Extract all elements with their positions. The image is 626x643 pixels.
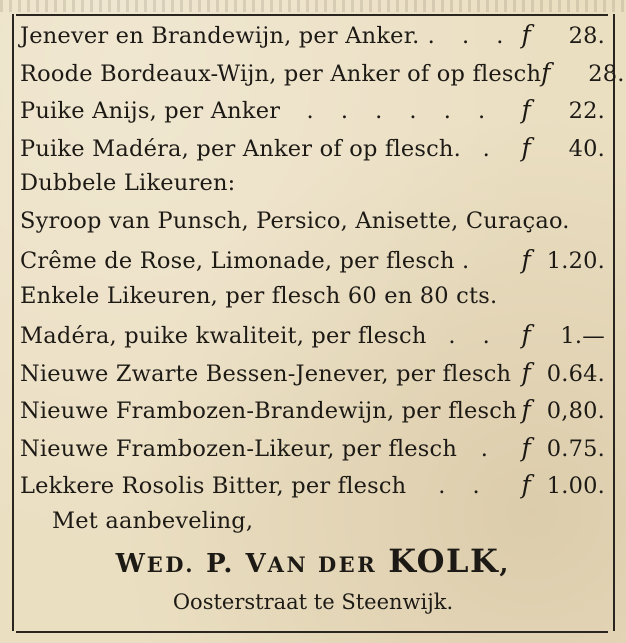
item-price: 1.20.	[546, 248, 605, 274]
closing-line	[20, 508, 605, 546]
item-description: Syroop van Punsch, Persico, Anisette, Curaçao.	[20, 207, 570, 234]
firm-name-p: P.	[206, 549, 235, 579]
florin-sign: f	[521, 95, 531, 124]
item-description: Puike Anijs, per Anker	[20, 98, 281, 124]
item-price: 28.	[588, 60, 625, 87]
price-list	[20, 20, 625, 545]
item-price: 22.	[568, 98, 605, 124]
bottom-border-rule	[16, 631, 608, 633]
item-description: Puike Madéra, per Anker of op flesch.	[20, 135, 461, 162]
leader-dots: .	[480, 435, 498, 462]
bleed-through-text	[0, 0, 626, 12]
item-price: 40.	[568, 135, 605, 162]
firm-name-wed: ED.	[146, 552, 196, 577]
price-row-frambozen-likeur	[20, 433, 605, 471]
firm-name-initial-w: W	[115, 549, 147, 579]
item-description: Nieuwe Frambozen-Brandewijn, per flesch	[20, 398, 517, 424]
item-price: 28.	[568, 23, 605, 49]
firm-name-comma: ,	[499, 549, 511, 579]
florin-sign: f	[521, 470, 531, 499]
item-price: 0.75.	[546, 435, 605, 462]
item-description: Lekkere Rosolis Bitter, per flesch	[20, 473, 407, 499]
firm-name-kolk: KOLK	[388, 542, 500, 580]
florin-sign: f	[521, 357, 531, 387]
item-description: Madéra, puike kwaliteit, per flesch	[20, 323, 427, 349]
price-row-jenever	[20, 20, 605, 58]
florin-sign: f	[541, 57, 551, 87]
leader-dots: .	[482, 135, 500, 162]
firm-name-initial-v: V	[245, 549, 268, 579]
firm-name-van-der: AN DER	[267, 552, 378, 577]
right-border-rule	[613, 14, 615, 631]
section-heading: Dubbele Likeuren:	[20, 170, 236, 196]
closing-text: Met aanbeveling,	[52, 507, 254, 534]
item-price: 1.—	[560, 323, 605, 349]
leader-dots: . .	[438, 473, 490, 499]
price-row-bordeaux	[20, 57, 625, 96]
price-row-zwarte-bessen	[20, 358, 605, 396]
item-price: 0.64.	[546, 360, 605, 387]
section-heading-dubbele-likeuren	[20, 170, 605, 208]
item-description: Nieuwe Zwarte Bessen-Jenever, per flesch	[20, 360, 512, 387]
item-description: Nieuwe Frambozen-Likeur, per flesch	[20, 435, 458, 462]
florin-sign: f	[521, 20, 531, 49]
list-row-enkele-likeuren	[20, 283, 605, 321]
left-border-rule	[12, 14, 14, 631]
florin-sign: f	[521, 245, 531, 274]
firm-name	[0, 542, 626, 580]
price-row-madera-anker	[20, 133, 605, 171]
florin-sign: f	[521, 395, 531, 424]
leader-dots: . . . . . .	[306, 98, 496, 124]
price-row-creme-de-rose	[20, 245, 605, 283]
item-description: Jenever en Brandewijn, per Anker.	[20, 23, 420, 49]
florin-sign: f	[521, 432, 531, 462]
price-row-madera-flesch	[20, 320, 605, 358]
item-description: Enkele Likeuren, per flesch 60 en 80 cts.	[20, 282, 498, 309]
item-price: 0,80.	[546, 398, 605, 424]
price-row-rosolis-bitter	[20, 470, 605, 508]
item-description: Roode Bordeaux-Wijn, per Anker of op flesch	[20, 60, 542, 87]
price-row-frambozen-brandewijn	[20, 395, 605, 433]
price-row-anijs	[20, 95, 605, 133]
top-border-rule	[16, 14, 608, 16]
firm-address: Oosterstraat te Steenwijk.	[172, 590, 454, 614]
list-row-syroop	[20, 208, 605, 246]
leader-dots: . .	[448, 323, 500, 349]
florin-sign: f	[521, 132, 531, 162]
florin-sign: f	[521, 320, 531, 349]
leader-dots: . . .	[427, 23, 514, 49]
item-price: 1.00.	[546, 473, 605, 499]
item-description: Crême de Rose, Limonade, per flesch .	[20, 248, 470, 274]
